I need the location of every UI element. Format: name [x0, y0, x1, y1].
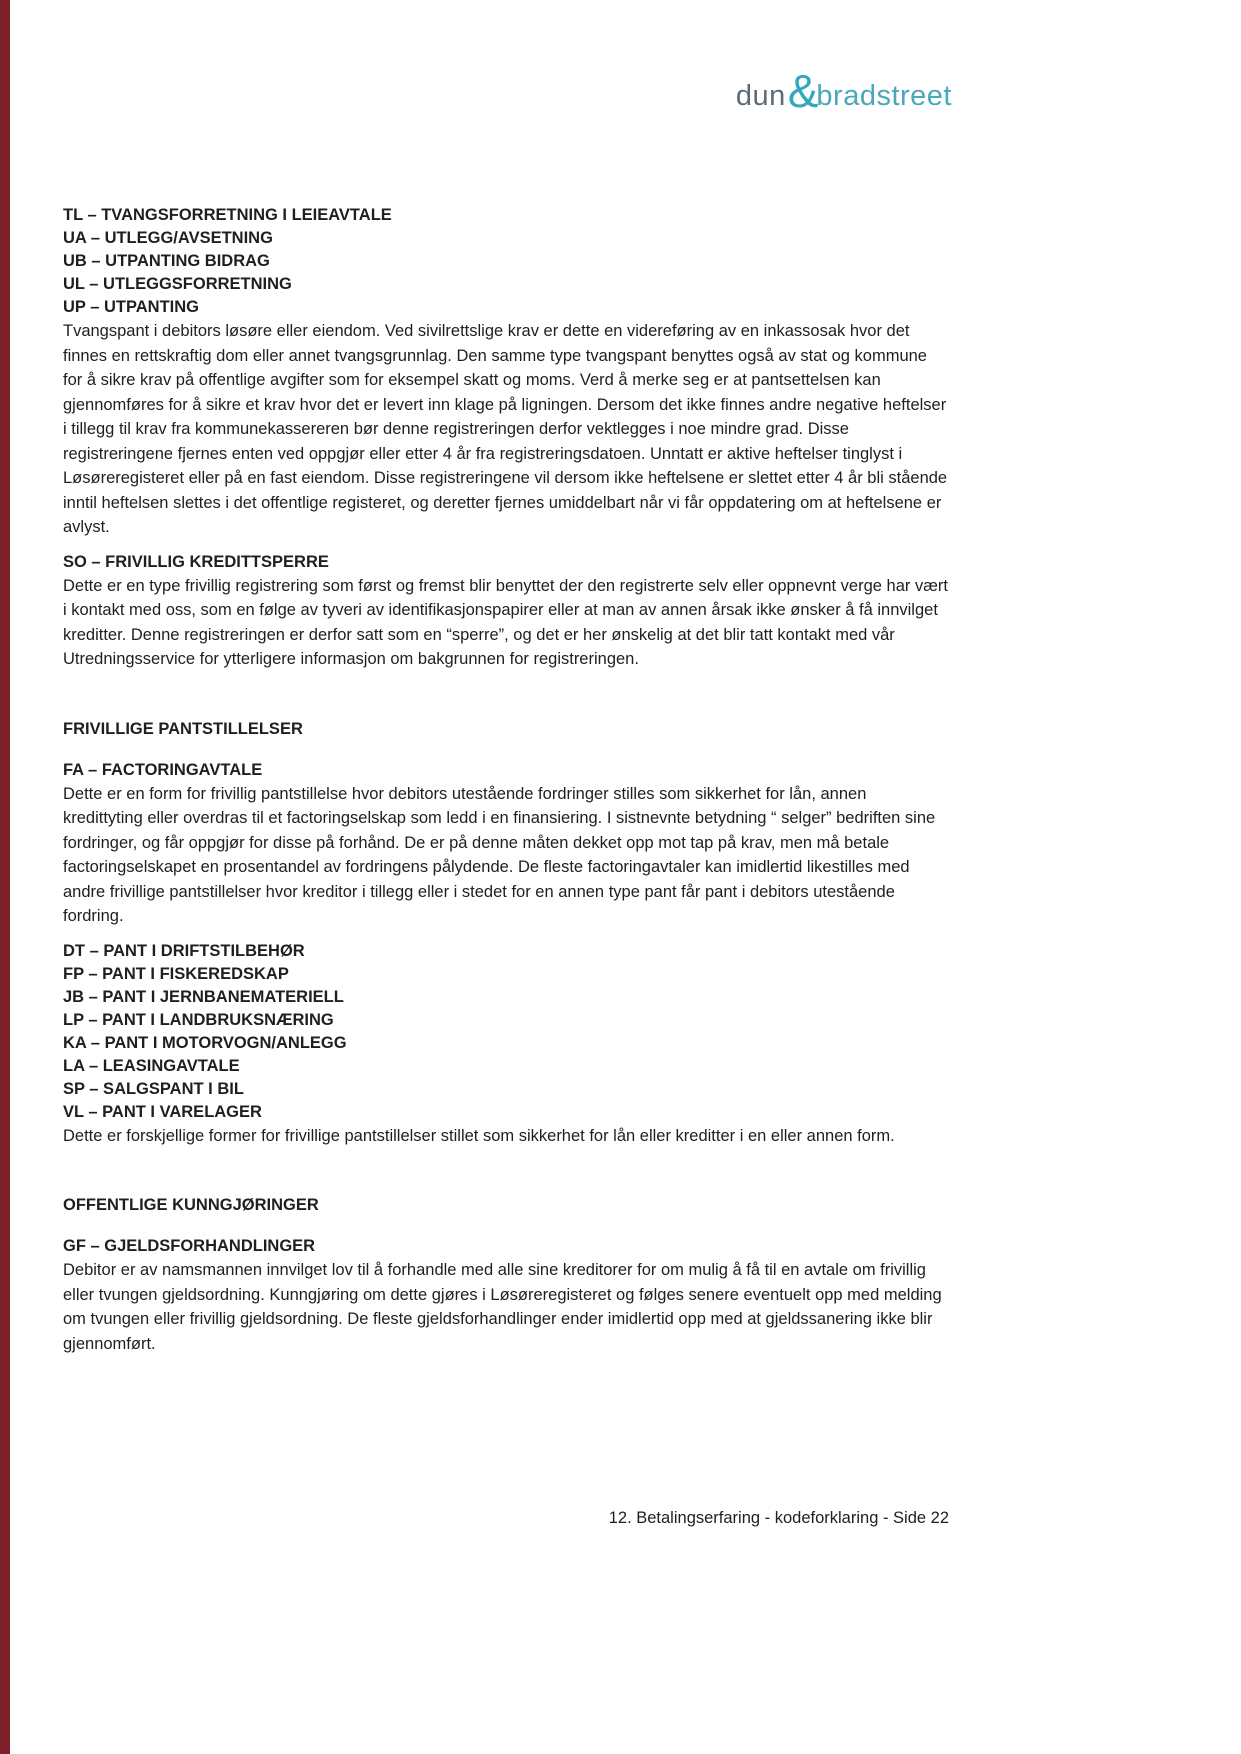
code-heading: GF – GJELDSFORHANDLINGER	[63, 1237, 316, 1255]
document-content	[63, 0, 949, 1356]
code-heading: UL – UTLEGGSFORRETNING	[63, 275, 292, 293]
code-heading-group	[63, 940, 949, 1124]
code-heading: LA – LEASINGAVTALE	[63, 1056, 240, 1075]
code-heading: FP – PANT I FISKEREDSKAP	[63, 964, 289, 983]
code-heading: JB – PANT I JERNBANEMATERIELL	[63, 987, 344, 1006]
logo-text-bradstreet: bradstreet	[816, 80, 952, 112]
code-heading: UB – UTPANTING BIDRAG	[63, 252, 270, 270]
code-heading-group	[63, 551, 949, 574]
code-heading-group	[63, 759, 949, 782]
logo-ampersand-icon: &	[787, 65, 819, 117]
paragraph: Tvangspant i debitors løsøre eller eiendom. Ved sivilrettslige krav er dette en videreføring av en inkassosak hvor det finnes en rettskraftig dom eller annet tvangsgrunnlag. Den samme type tvangspant benyttes også av stat og kommune for å sikre krav på offentlige avgifter som for eksempel skatt og moms. Verd å merke seg er at pantsettelsen kan gjennomføres for å sikre et krav hvor det er levert inn klage på ligningen. Dersom det ikke finnes andre negative heftelser i tillegg til krav fra kommunekassereren bør denne registreringen derfor vektlegges i noe mindre grad. Disse registreringene fjernes enten ved oppgjør eller etter 4 år fra registreringsdatoen. Unntatt er aktive heftelser tinglyst i Løsøreregisteret eller på en fast eiendom. Disse registreringene vil dersom ikke heftelsene er slettet etter 4 år bli stående inntil heftelsen slettes i det offentlige registeret, og deretter fjernes umiddelbart når vi får oppdatering om at heftelsene er avlyst.	[63, 322, 948, 536]
code-heading-group	[63, 1235, 949, 1258]
code-heading: KA – PANT I MOTORVOGN/ANLEGG	[63, 1033, 347, 1052]
code-heading: UA – UTLEGG/AVSETNING	[63, 229, 273, 247]
section-heading: FRIVILLIGE PANTSTILLELSER	[63, 719, 303, 738]
code-heading: LP – PANT I LANDBRUKSNÆRING	[63, 1010, 334, 1029]
code-heading-group	[63, 204, 949, 319]
code-heading: VL – PANT I VARELAGER	[63, 1102, 262, 1121]
code-heading: DT – PANT I DRIFTSTILBEHØR	[63, 941, 305, 960]
paragraph: Dette er forskjellige former for frivillige pantstillelser stillet som sikkerhet for lån eller kreditter i en eller annen form.	[63, 1126, 895, 1145]
paragraph: Debitor er av namsmannen innvilget lov til å forhandle med alle sine kreditorer for om mulig å få til en avtale om frivillig eller tvungen gjeldsordning. Kunngjøring om dette gjøres i Løsøreregisteret og følges senere eventuelt opp med melding om tvungen eller frivillig gjeldsordning. De fleste gjeldsforhandlinger ender imidlertid opp med at gjeldssanering ikke blir gjennomført.	[63, 1261, 942, 1353]
left-accent-bar	[0, 0, 10, 1754]
code-heading: SP – SALGSPANT I BIL	[63, 1079, 244, 1098]
code-heading: UP – UTPANTING	[63, 298, 199, 316]
paragraph: Dette er en form for frivillig pantstillelse hvor debitors utestående fordringer stilles som sikkerhet for lån, annen kredittyting eller overdras til et factoringselskap som ledd i en finansiering. I sistnevnte betydning “ selger” bedriften sine fordringer, og får oppgjør for disse på forhånd. De er på denne måten dekket opp mot tap på krav, men må betale factoringselskapet en prosentandel av fordringens pålydende. De fleste factoringavtaler kan imidlertid likestilles med andre frivillige pantstillelser hvor kreditor i tillegg eller i stedet for en annen type pant får pant i debitors utestående fordring.	[63, 784, 936, 925]
code-heading: SO – FRIVILLIG KREDITTSPERRE	[63, 552, 329, 571]
code-heading: TL – TVANGSFORRETNING I LEIEAVTALE	[63, 206, 392, 224]
section-heading: OFFENTLIGE KUNNGJØRINGER	[63, 1196, 319, 1214]
logo-text-dun: dun	[735, 80, 786, 112]
code-heading: FA – FACTORINGAVTALE	[63, 760, 263, 779]
paragraph: Dette er en type frivillig registrering som først og fremst blir benyttet der den registrerte selv eller oppnevnt verge har vært i kontakt med oss, som en følge av tyveri av identifikasjonspapirer eller at man av annen årsak ikke ønsker å få innvilget kreditter. Denne registreringen er derfor satt som en “sperre”, og det er her ønskelig at det blir tatt kontakt med vår Utredningsservice for ytterligere informasjon om bakgrunnen for registreringen.	[63, 576, 948, 668]
page-footer: 12. Betalingserfaring - kodeforklaring - Side 22	[608, 1509, 949, 1527]
